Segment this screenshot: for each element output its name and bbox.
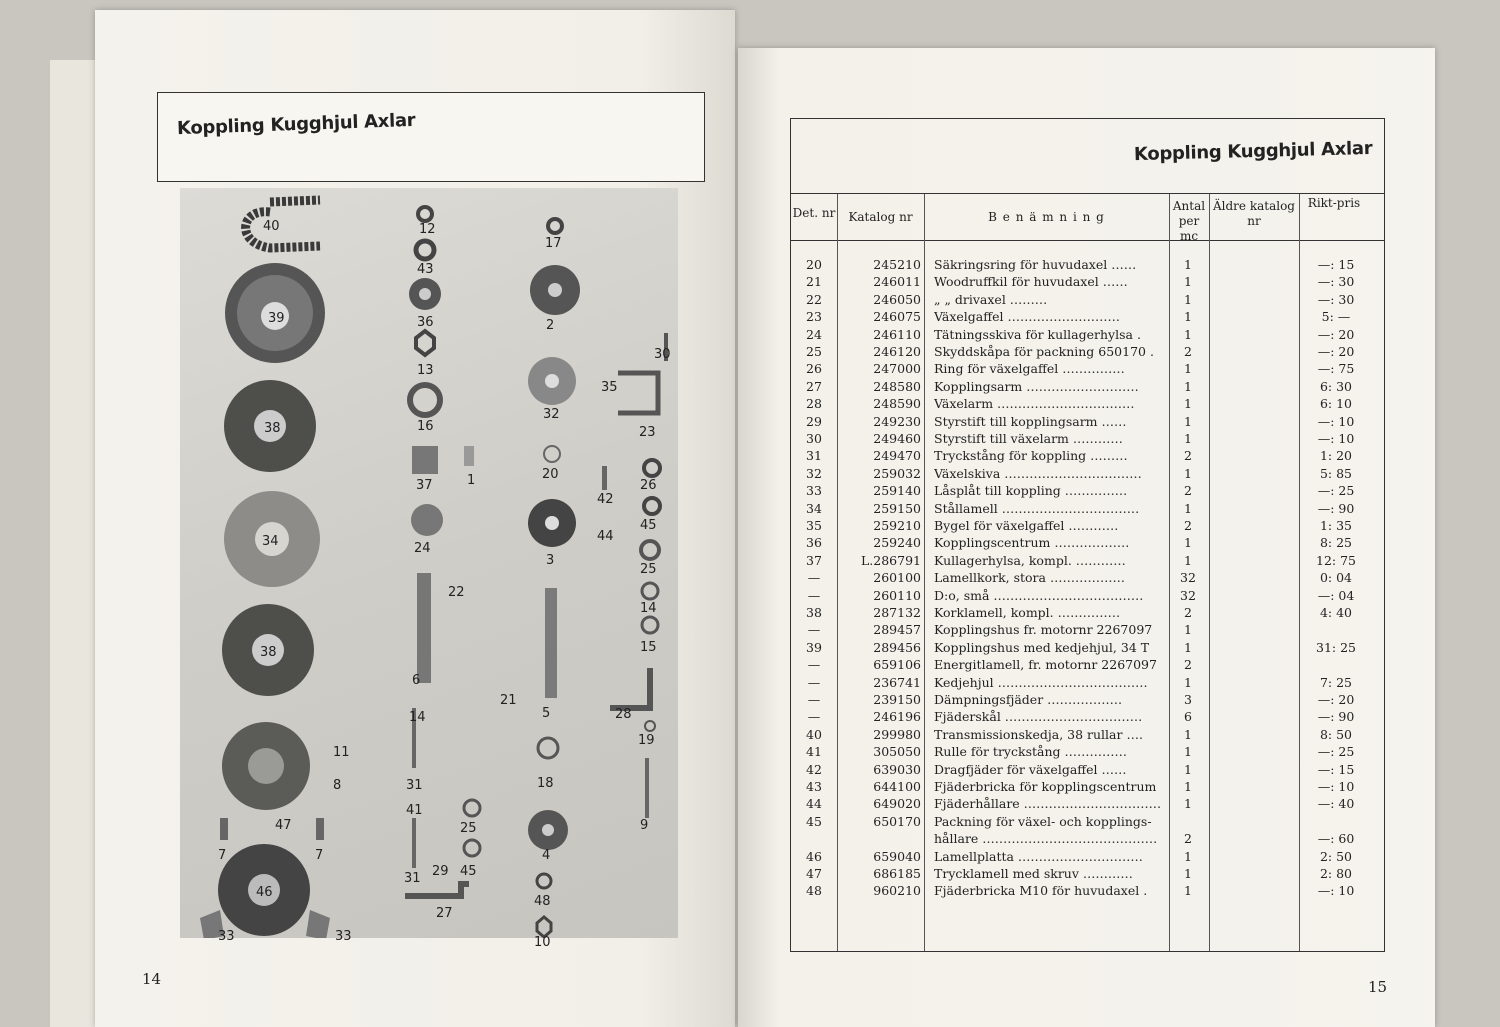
- cell-pris: 5: 85: [1319, 465, 1353, 481]
- cell-det-nr: 24: [806, 326, 822, 342]
- cell-katalog-nr: 246110: [873, 326, 921, 342]
- fig-label: 32: [543, 407, 560, 422]
- right-section-title: Koppling Kugghjul Axlar: [1133, 137, 1373, 166]
- cell-antal: 2: [1184, 344, 1192, 359]
- table-row: [791, 849, 1384, 866]
- cell-katalog-nr: 259032: [873, 465, 921, 481]
- cell-antal: 1: [1184, 726, 1192, 742]
- fig-label: 37: [416, 478, 433, 493]
- fig-label: 43: [417, 262, 434, 277]
- cell-det-nr: 22: [806, 291, 822, 307]
- cell-pris: 8: 25: [1319, 535, 1353, 551]
- cell-katalog-nr: 659040: [873, 848, 921, 864]
- table-row: [791, 709, 1384, 726]
- table-row: [791, 448, 1384, 465]
- cell-katalog-nr: 659106: [873, 657, 921, 673]
- fig-label: 38: [260, 645, 277, 660]
- cell-pris: —: 15: [1317, 761, 1355, 777]
- cell-det-nr: —: [807, 657, 821, 673]
- cell-antal: 1: [1184, 326, 1192, 342]
- table-row: [791, 466, 1384, 483]
- cell-pris: —: 75: [1317, 361, 1355, 377]
- header-divider: [791, 240, 1384, 241]
- table-row: [791, 657, 1384, 674]
- cell-antal: 32: [1180, 587, 1196, 603]
- cell-antal: 1: [1184, 552, 1192, 568]
- cell-antal: 1: [1184, 413, 1192, 429]
- fig-label: 47: [275, 818, 292, 833]
- cell-benamning: Kopplingshus fr. motornr 2267097: [934, 622, 1153, 638]
- cell-benamning: Dämpningsfjäder ………………: [934, 692, 1123, 707]
- cell-katalog-nr: 248590: [873, 396, 921, 412]
- cell-benamning: Kullagerhylsa, kompl. …………: [934, 552, 1126, 568]
- cell-katalog-nr: 305050: [873, 744, 921, 760]
- cell-benamning: Växelarm ……………………………: [934, 396, 1135, 412]
- table-row: [791, 588, 1384, 605]
- cell-benamning: Kopplingshus med kedjehjul, 34 T: [934, 639, 1150, 655]
- table-row: [791, 327, 1384, 344]
- cell-katalog-nr: 246075: [873, 309, 921, 325]
- cell-det-nr: 43: [806, 779, 822, 794]
- fig-label: 27: [436, 906, 453, 921]
- table-row: [791, 727, 1384, 744]
- parts-illustration: [180, 188, 678, 938]
- cell-antal: 1: [1184, 500, 1192, 516]
- left-header-box: [157, 92, 705, 182]
- cell-antal: 6: [1184, 709, 1192, 725]
- cell-katalog-nr: 260100: [873, 570, 921, 586]
- cell-pris: —: 10: [1317, 431, 1355, 446]
- table-row: [791, 361, 1384, 378]
- cell-katalog-nr: 249470: [873, 448, 921, 464]
- cell-antal: 1: [1184, 622, 1192, 638]
- cell-katalog-nr: 639030: [873, 761, 921, 777]
- cell-benamning: Tätningsskiva för kullagerhylsa .: [934, 326, 1141, 342]
- table-row: [791, 431, 1384, 448]
- cell-katalog-nr: 239150: [873, 692, 921, 707]
- cell-katalog-nr: 247000: [873, 361, 921, 377]
- fig-label: 13: [417, 363, 434, 378]
- cell-katalog-nr: 259210: [873, 518, 921, 533]
- fig-label: 44: [597, 529, 614, 544]
- cell-det-nr: 35: [806, 518, 822, 533]
- cell-pris: —: 60: [1317, 831, 1355, 847]
- book-edge: [50, 60, 98, 1027]
- cell-katalog-nr: 246120: [873, 344, 921, 359]
- cell-pris: —: 20: [1317, 692, 1355, 707]
- cell-benamning: Trycklamell med skruv …………: [934, 866, 1133, 881]
- cell-benamning: Stållamell ……………………………: [934, 500, 1140, 516]
- table-row: [791, 483, 1384, 500]
- fig-label: 7: [315, 848, 324, 863]
- cell-det-nr: 30: [806, 431, 822, 446]
- cell-det-nr: 25: [806, 344, 822, 359]
- cell-det-nr: —: [807, 622, 821, 638]
- cell-det-nr: —: [807, 570, 821, 586]
- cell-benamning: Kedjehjul ………………………………: [934, 674, 1148, 690]
- cell-benamning: Transmissionskedja, 38 rullar ….: [934, 726, 1143, 742]
- fig-label: 23: [639, 425, 656, 440]
- header-antal: Antal per mc: [1172, 199, 1206, 243]
- fig-label: 16: [417, 419, 434, 434]
- cell-antal: 2: [1184, 483, 1192, 499]
- cell-pris: —: 20: [1317, 326, 1355, 342]
- cell-benamning: Woodruffkil för huvudaxel ……: [934, 274, 1128, 290]
- cell-det-nr: 39: [806, 639, 822, 655]
- cell-pris: 12: 75: [1316, 552, 1356, 568]
- fig-label: 6: [412, 673, 421, 688]
- cell-antal: 2: [1184, 448, 1192, 464]
- table-row: [791, 640, 1384, 657]
- table-row: [791, 605, 1384, 622]
- cell-det-nr: 29: [806, 413, 822, 429]
- cell-antal: 1: [1184, 465, 1192, 481]
- header-benamning: B e n ä m n i n g: [988, 210, 1105, 224]
- parts-photo: [180, 188, 678, 950]
- cell-katalog-nr: 649020: [873, 796, 921, 812]
- cell-benamning: Skyddskåpa för packning 650170 .: [934, 344, 1154, 359]
- table-row: [791, 866, 1384, 883]
- cell-benamning: Rulle för tryckstång ……………: [934, 744, 1127, 760]
- cell-benamning: Fjäderskål ……………………………: [934, 709, 1143, 725]
- fig-label: 4: [542, 848, 551, 863]
- table-row: [791, 622, 1384, 639]
- fig-label: 20: [542, 467, 559, 482]
- fig-label: 25: [460, 821, 477, 836]
- fig-label: 21: [500, 693, 517, 708]
- table-row: [791, 744, 1384, 761]
- fig-label: 33: [218, 929, 235, 944]
- cell-antal: 1: [1184, 257, 1192, 272]
- cell-det-nr: 27: [806, 378, 822, 394]
- cell-det-nr: 47: [806, 866, 822, 881]
- cell-pris: —: 04: [1317, 587, 1355, 603]
- fig-label: 2: [546, 318, 555, 333]
- cell-katalog-nr: 287132: [873, 605, 921, 620]
- cell-det-nr: 28: [806, 396, 822, 412]
- cell-antal: 1: [1184, 779, 1192, 794]
- cell-antal: 1: [1184, 866, 1192, 881]
- cell-katalog-nr: 686185: [873, 866, 921, 881]
- cell-benamning: Styrstift till kopplingsarm ……: [934, 413, 1127, 429]
- cell-pris: —: 90: [1317, 709, 1355, 725]
- table-row: [791, 814, 1384, 831]
- cell-benamning: Fjäderhållare ……………………………: [934, 796, 1162, 812]
- table-row: [791, 831, 1384, 848]
- cell-benamning: hållare ……………………………………: [934, 831, 1158, 847]
- cell-benamning: Tryckstång för koppling ………: [934, 448, 1128, 464]
- fig-label: 41: [406, 803, 423, 818]
- cell-antal: 1: [1184, 674, 1192, 690]
- cell-det-nr: —: [807, 692, 821, 707]
- parts-table: [790, 193, 1385, 952]
- cell-katalog-nr: 650170: [873, 813, 921, 829]
- cell-katalog-nr: 260110: [873, 587, 921, 603]
- cell-benamning: Energitlamell, fr. motornr 2267097: [934, 657, 1157, 673]
- table-row: [791, 379, 1384, 396]
- cell-benamning: Låsplåt till koppling ……………: [934, 483, 1128, 499]
- cell-katalog-nr: 644100: [873, 779, 921, 794]
- cell-pris: —: 40: [1317, 796, 1355, 812]
- fig-label: 40: [263, 219, 280, 234]
- fig-label: 38: [264, 421, 281, 436]
- header-katalog-nr: Katalog nr: [848, 210, 913, 224]
- cell-katalog-nr: 245210: [873, 257, 921, 272]
- cell-antal: 2: [1184, 831, 1192, 847]
- cell-pris: —: 10: [1317, 779, 1355, 794]
- cell-det-nr: 36: [806, 535, 822, 551]
- table-row: [791, 501, 1384, 518]
- cell-det-nr: 46: [806, 848, 822, 864]
- cell-pris: 1: 20: [1319, 448, 1353, 464]
- fig-label: 15: [640, 640, 657, 655]
- cell-katalog-nr: 246196: [873, 709, 921, 725]
- fig-label: 9: [640, 818, 649, 833]
- fig-label: 39: [268, 311, 285, 326]
- cell-antal: 1: [1184, 291, 1192, 307]
- cell-antal: 1: [1184, 309, 1192, 325]
- cell-katalog-nr: 246050: [873, 291, 921, 307]
- cell-pris: —: 25: [1317, 483, 1355, 499]
- cell-det-nr: 23: [806, 309, 822, 325]
- left-section-title: Koppling Kugghjul Axlar: [176, 109, 416, 140]
- fig-label: 14: [640, 601, 657, 616]
- fig-label: 46: [256, 885, 273, 900]
- table-row: [791, 675, 1384, 692]
- cell-benamning: Lamellkork, stora ………………: [934, 570, 1125, 586]
- cell-antal: 32: [1180, 570, 1196, 586]
- cell-antal: 2: [1184, 518, 1192, 533]
- cell-pris: 6: 10: [1319, 396, 1353, 412]
- fig-label: 10: [534, 935, 551, 950]
- cell-antal: 1: [1184, 431, 1192, 446]
- cell-katalog-nr: 246011: [873, 274, 921, 290]
- cell-det-nr: —: [807, 674, 821, 690]
- table-row: [791, 692, 1384, 709]
- left-page-number: 14: [142, 970, 162, 988]
- table-row: [791, 762, 1384, 779]
- fig-label: 26: [640, 478, 657, 493]
- cell-pris: 5: —: [1321, 309, 1351, 325]
- cell-pris: 2: 80: [1319, 866, 1353, 881]
- table-row: [791, 396, 1384, 413]
- cell-pris: —: 10: [1317, 883, 1355, 899]
- cell-benamning: Lamellplatta …………………………: [934, 848, 1143, 864]
- fig-label: 8: [333, 778, 342, 793]
- fig-label: 11: [333, 745, 350, 760]
- cell-benamning: Säkringsring för huvudaxel ……: [934, 257, 1137, 272]
- cell-det-nr: 26: [806, 361, 822, 377]
- cell-katalog-nr: 249230: [873, 413, 921, 429]
- cell-antal: 1: [1184, 274, 1192, 290]
- right-page: [738, 48, 1435, 1027]
- cell-katalog-nr: 249460: [873, 431, 921, 446]
- cell-det-nr: 40: [806, 726, 822, 742]
- fig-label: 28: [615, 707, 632, 722]
- cell-benamning: Fjäderbricka M10 för huvudaxel .: [934, 883, 1148, 899]
- fig-label: 45: [640, 518, 657, 533]
- cell-benamning: Växelgaffel ………………………: [934, 309, 1120, 325]
- cell-katalog-nr: 259150: [873, 500, 921, 516]
- cell-pris: 31: 25: [1316, 639, 1356, 655]
- cell-katalog-nr: 259240: [873, 535, 921, 551]
- cell-benamning: „ „ drivaxel ………: [934, 291, 1048, 307]
- cell-benamning: Packning för växel- och kopplings-: [934, 813, 1152, 829]
- fig-label: 24: [414, 541, 431, 556]
- table-row: [791, 535, 1384, 552]
- cell-pris: 0: 04: [1319, 570, 1353, 586]
- cell-benamning: Styrstift till växelarm …………: [934, 431, 1123, 446]
- fig-label: 18: [537, 776, 554, 791]
- fig-label: 25: [640, 562, 657, 577]
- fig-label: 31: [404, 871, 421, 886]
- fig-label: 12: [419, 222, 436, 237]
- fig-label: 36: [417, 315, 434, 330]
- cell-det-nr: 34: [806, 500, 822, 516]
- table-row: [791, 414, 1384, 431]
- cell-det-nr: 33: [806, 483, 822, 499]
- cell-det-nr: 48: [806, 883, 822, 899]
- cell-pris: —: 25: [1317, 744, 1355, 760]
- right-page-number: 15: [1368, 978, 1388, 996]
- cell-det-nr: 20: [806, 257, 822, 272]
- cell-katalog-nr: 299980: [873, 726, 921, 742]
- cell-det-nr: 41: [806, 744, 822, 760]
- fig-label: 34: [262, 534, 279, 549]
- cell-pris: —: 90: [1317, 500, 1355, 516]
- fig-label: 1: [467, 473, 476, 488]
- fig-label: 48: [534, 894, 551, 909]
- cell-benamning: D:o, små ………………………………: [934, 587, 1144, 603]
- fig-label: 7: [218, 848, 227, 863]
- fig-label: 5: [542, 706, 551, 721]
- cell-det-nr: 44: [806, 796, 822, 812]
- cell-det-nr: 45: [806, 813, 822, 829]
- cell-pris: —: 20: [1317, 344, 1355, 359]
- cell-antal: 1: [1184, 883, 1192, 899]
- cell-benamning: Ring för växelgaffel ……………: [934, 361, 1125, 377]
- cell-benamning: Kopplingsarm ………………………: [934, 378, 1139, 394]
- cell-antal: 1: [1184, 639, 1192, 655]
- fig-label: 17: [545, 236, 562, 251]
- cell-katalog-nr: 236741: [873, 674, 921, 690]
- cell-antal: 1: [1184, 744, 1192, 760]
- cell-antal: 1: [1184, 796, 1192, 812]
- cell-antal: 2: [1184, 605, 1192, 620]
- cell-det-nr: 31: [806, 448, 822, 464]
- table-row: [791, 553, 1384, 570]
- table-row: [791, 883, 1384, 900]
- cell-pris: —: 10: [1317, 413, 1355, 429]
- fig-label: 29: [432, 864, 449, 879]
- table-row: [791, 309, 1384, 326]
- fig-label: 14: [409, 710, 426, 725]
- cell-antal: 3: [1184, 692, 1192, 707]
- cell-antal: 1: [1184, 396, 1192, 412]
- fig-label: 3: [546, 553, 555, 568]
- cell-benamning: Korklamell, kompl. ……………: [934, 605, 1121, 620]
- cell-antal: 2: [1184, 657, 1192, 673]
- fig-label: 35: [601, 380, 618, 395]
- cell-pris: 6: 30: [1319, 378, 1353, 394]
- cell-det-nr: 37: [806, 552, 822, 568]
- table-row: [791, 292, 1384, 309]
- header-det-nr: Det. nr: [792, 206, 836, 220]
- cell-det-nr: —: [807, 587, 821, 603]
- cell-benamning: Dragfjäder för växelgaffel ……: [934, 761, 1127, 777]
- fig-label: 30: [654, 347, 671, 362]
- fig-label: 33: [335, 929, 352, 944]
- cell-katalog-nr: 248580: [873, 378, 921, 394]
- cell-katalog-nr: 289457: [873, 622, 921, 638]
- table-row: [791, 518, 1384, 535]
- cell-antal: 1: [1184, 535, 1192, 551]
- left-page: [95, 10, 735, 1027]
- cell-det-nr: 38: [806, 605, 822, 620]
- cell-benamning: Bygel för växelgaffel …………: [934, 518, 1119, 533]
- table-row: [791, 257, 1384, 274]
- cell-pris: 7: 25: [1319, 674, 1353, 690]
- cell-det-nr: 32: [806, 465, 822, 481]
- cell-katalog-nr: 289456: [873, 639, 921, 655]
- table-row: [791, 344, 1384, 361]
- cell-pris: —: 30: [1317, 274, 1355, 290]
- cell-katalog-nr: L.286791: [861, 552, 921, 568]
- cell-benamning: Kopplingscentrum ………………: [934, 535, 1130, 551]
- fig-label: 22: [448, 585, 465, 600]
- fig-label: 19: [638, 733, 655, 748]
- cell-antal: 1: [1184, 761, 1192, 777]
- cell-pris: 4: 40: [1319, 605, 1353, 620]
- cell-det-nr: —: [807, 709, 821, 725]
- cell-pris: 8: 50: [1319, 726, 1353, 742]
- cell-det-nr: 21: [806, 274, 822, 290]
- cell-det-nr: 42: [806, 761, 822, 777]
- fig-label: 45: [460, 864, 477, 879]
- table-row: [791, 796, 1384, 813]
- cell-pris: —: 15: [1317, 257, 1355, 272]
- cell-antal: 1: [1184, 378, 1192, 394]
- table-row: [791, 274, 1384, 291]
- cell-katalog-nr: 960210: [873, 883, 921, 899]
- cell-antal: 1: [1184, 361, 1192, 377]
- cell-pris: 1: 35: [1319, 518, 1353, 533]
- table-row: [791, 570, 1384, 587]
- cell-katalog-nr: 259140: [873, 483, 921, 499]
- cell-pris: —: 30: [1317, 291, 1355, 307]
- cell-antal: 1: [1184, 848, 1192, 864]
- table-row: [791, 779, 1384, 796]
- cell-benamning: Växelskiva ……………………………: [934, 465, 1142, 481]
- cell-benamning: Fjäderbricka för kopplingscentrum: [934, 779, 1157, 794]
- header-aldre: Äldre katalog nr: [1213, 199, 1295, 228]
- header-pris: Rikt-pris: [1307, 196, 1361, 210]
- cell-pris: 2: 50: [1319, 848, 1353, 864]
- fig-label: 42: [597, 492, 614, 507]
- fig-label: 31: [406, 778, 423, 793]
